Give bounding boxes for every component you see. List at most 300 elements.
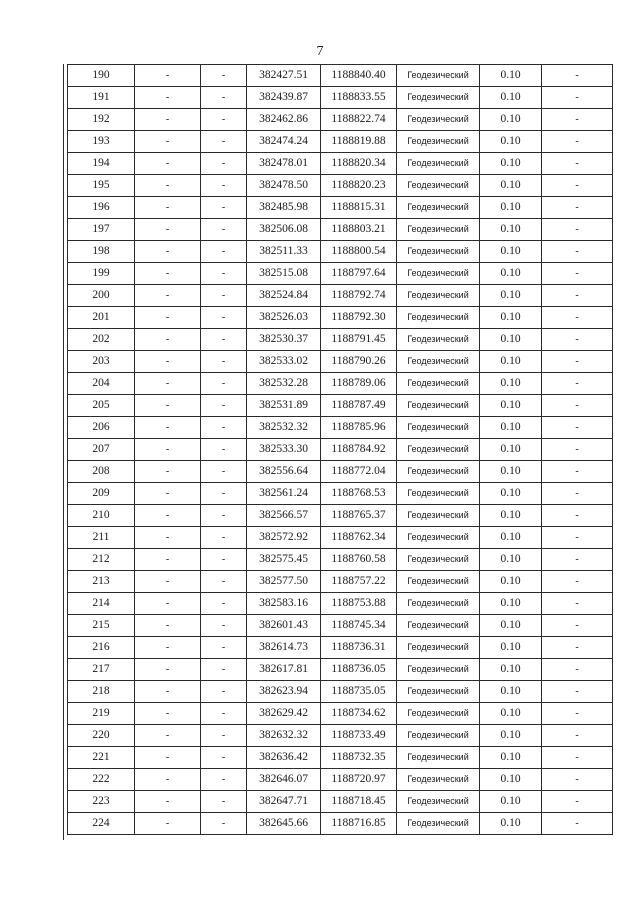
method-cell: Геодезический	[397, 263, 480, 285]
empty-dash-cell: -	[201, 747, 247, 769]
coordinate-y-cell: 1188820.34	[321, 153, 397, 175]
method-cell: Геодезический	[397, 153, 480, 175]
method-cell: Геодезический	[397, 505, 480, 527]
coordinate-x-cell: 382439.87	[247, 87, 321, 109]
table-row	[68, 351, 613, 373]
empty-dash-cell: -	[542, 791, 613, 813]
empty-dash-cell: -	[542, 329, 613, 351]
point-number-cell: 206	[68, 417, 135, 439]
point-number-cell: 190	[68, 65, 135, 87]
empty-dash-cell: -	[135, 615, 201, 637]
coordinate-x-cell: 382530.37	[247, 329, 321, 351]
empty-dash-cell: -	[542, 637, 613, 659]
point-number-cell: 213	[68, 571, 135, 593]
empty-dash-cell: -	[542, 395, 613, 417]
empty-dash-cell: -	[135, 681, 201, 703]
coordinate-x-cell: 382645.66	[247, 813, 321, 835]
empty-dash-cell: -	[135, 395, 201, 417]
coordinate-x-cell: 382427.51	[247, 65, 321, 87]
empty-dash-cell: -	[542, 769, 613, 791]
method-cell: Геодезический	[397, 417, 480, 439]
empty-dash-cell: -	[542, 483, 613, 505]
coordinate-x-cell: 382583.16	[247, 593, 321, 615]
method-cell: Геодезический	[397, 109, 480, 131]
point-number-cell: 220	[68, 725, 135, 747]
table-row	[68, 813, 613, 835]
method-cell: Геодезический	[397, 769, 480, 791]
method-cell: Геодезический	[397, 175, 480, 197]
accuracy-cell: 0.10	[480, 351, 542, 373]
table-row	[68, 769, 613, 791]
coordinate-x-cell: 382532.32	[247, 417, 321, 439]
table-row	[68, 681, 613, 703]
method-cell: Геодезический	[397, 285, 480, 307]
accuracy-cell: 0.10	[480, 725, 542, 747]
method-cell: Геодезический	[397, 483, 480, 505]
accuracy-cell: 0.10	[480, 219, 542, 241]
point-number-cell: 201	[68, 307, 135, 329]
point-number-cell: 211	[68, 527, 135, 549]
empty-dash-cell: -	[135, 659, 201, 681]
table-row	[68, 527, 613, 549]
coordinate-x-cell: 382515.08	[247, 263, 321, 285]
accuracy-cell: 0.10	[480, 153, 542, 175]
table-row	[68, 395, 613, 417]
coordinate-y-cell: 1188733.49	[321, 725, 397, 747]
table-row	[68, 593, 613, 615]
method-cell: Геодезический	[397, 659, 480, 681]
page-number: 7	[316, 44, 324, 59]
accuracy-cell: 0.10	[480, 417, 542, 439]
empty-dash-cell: -	[135, 175, 201, 197]
empty-dash-cell: -	[542, 373, 613, 395]
accuracy-cell: 0.10	[480, 175, 542, 197]
point-number-cell: 202	[68, 329, 135, 351]
method-cell: Геодезический	[397, 703, 480, 725]
empty-dash-cell: -	[135, 329, 201, 351]
point-number-cell: 208	[68, 461, 135, 483]
table-row	[68, 153, 613, 175]
empty-dash-cell: -	[201, 351, 247, 373]
coordinate-x-cell: 382474.24	[247, 131, 321, 153]
point-number-cell: 191	[68, 87, 135, 109]
table-row	[68, 439, 613, 461]
accuracy-cell: 0.10	[480, 307, 542, 329]
table-row	[68, 263, 613, 285]
point-number-cell: 199	[68, 263, 135, 285]
point-number-cell: 221	[68, 747, 135, 769]
coordinate-x-cell: 382485.98	[247, 197, 321, 219]
coordinate-x-cell: 382572.92	[247, 527, 321, 549]
empty-dash-cell: -	[201, 769, 247, 791]
accuracy-cell: 0.10	[480, 615, 542, 637]
table-row	[68, 725, 613, 747]
empty-dash-cell: -	[201, 109, 247, 131]
coordinate-y-cell: 1188789.06	[321, 373, 397, 395]
method-cell: Геодезический	[397, 747, 480, 769]
table-row	[68, 549, 613, 571]
empty-dash-cell: -	[135, 219, 201, 241]
coordinate-y-cell: 1188791.45	[321, 329, 397, 351]
accuracy-cell: 0.10	[480, 109, 542, 131]
table-row	[68, 285, 613, 307]
empty-dash-cell: -	[135, 153, 201, 175]
method-cell: Геодезический	[397, 219, 480, 241]
empty-dash-cell: -	[135, 505, 201, 527]
point-number-cell: 194	[68, 153, 135, 175]
coordinate-y-cell: 1188792.30	[321, 307, 397, 329]
point-number-cell: 224	[68, 813, 135, 835]
empty-dash-cell: -	[201, 703, 247, 725]
table-row	[68, 65, 613, 87]
empty-dash-cell: -	[542, 351, 613, 373]
empty-dash-cell: -	[542, 87, 613, 109]
coordinate-x-cell: 382561.24	[247, 483, 321, 505]
coordinate-x-cell: 382478.50	[247, 175, 321, 197]
coordinate-y-cell: 1188820.23	[321, 175, 397, 197]
empty-dash-cell: -	[201, 263, 247, 285]
coordinates-table	[67, 64, 613, 835]
coordinate-y-cell: 1188718.45	[321, 791, 397, 813]
empty-dash-cell: -	[542, 615, 613, 637]
empty-dash-cell: -	[542, 175, 613, 197]
empty-dash-cell: -	[542, 703, 613, 725]
empty-dash-cell: -	[135, 747, 201, 769]
empty-dash-cell: -	[201, 329, 247, 351]
empty-dash-cell: -	[542, 725, 613, 747]
empty-dash-cell: -	[201, 65, 247, 87]
method-cell: Геодезический	[397, 527, 480, 549]
table-row	[68, 197, 613, 219]
table-row	[68, 219, 613, 241]
method-cell: Геодезический	[397, 87, 480, 109]
empty-dash-cell: -	[135, 373, 201, 395]
coordinate-x-cell: 382531.89	[247, 395, 321, 417]
empty-dash-cell: -	[542, 681, 613, 703]
empty-dash-cell: -	[201, 241, 247, 263]
empty-dash-cell: -	[542, 263, 613, 285]
point-number-cell: 204	[68, 373, 135, 395]
table-row	[68, 659, 613, 681]
coordinate-y-cell: 1188819.88	[321, 131, 397, 153]
empty-dash-cell: -	[201, 813, 247, 835]
empty-dash-cell: -	[201, 549, 247, 571]
method-cell: Геодезический	[397, 615, 480, 637]
coordinate-y-cell: 1188762.34	[321, 527, 397, 549]
method-cell: Геодезический	[397, 307, 480, 329]
empty-dash-cell: -	[201, 395, 247, 417]
table-row	[68, 703, 613, 725]
method-cell: Геодезический	[397, 373, 480, 395]
accuracy-cell: 0.10	[480, 285, 542, 307]
method-cell: Геодезический	[397, 791, 480, 813]
coordinate-y-cell: 1188745.34	[321, 615, 397, 637]
empty-dash-cell: -	[201, 219, 247, 241]
coordinate-x-cell: 382601.43	[247, 615, 321, 637]
point-number-cell: 222	[68, 769, 135, 791]
coordinate-x-cell: 382532.28	[247, 373, 321, 395]
empty-dash-cell: -	[542, 527, 613, 549]
coordinate-x-cell: 382533.30	[247, 439, 321, 461]
table-row	[68, 791, 613, 813]
empty-dash-cell: -	[135, 109, 201, 131]
point-number-cell: 215	[68, 615, 135, 637]
coordinate-y-cell: 1188792.74	[321, 285, 397, 307]
coordinate-y-cell: 1188772.04	[321, 461, 397, 483]
method-cell: Геодезический	[397, 725, 480, 747]
empty-dash-cell: -	[542, 109, 613, 131]
accuracy-cell: 0.10	[480, 747, 542, 769]
empty-dash-cell: -	[201, 571, 247, 593]
coordinate-y-cell: 1188784.92	[321, 439, 397, 461]
coordinate-y-cell: 1188815.31	[321, 197, 397, 219]
method-cell: Геодезический	[397, 351, 480, 373]
table-body	[68, 65, 613, 835]
empty-dash-cell: -	[201, 791, 247, 813]
accuracy-cell: 0.10	[480, 197, 542, 219]
empty-dash-cell: -	[201, 461, 247, 483]
empty-dash-cell: -	[135, 549, 201, 571]
method-cell: Геодезический	[397, 549, 480, 571]
coordinate-x-cell: 382462.86	[247, 109, 321, 131]
accuracy-cell: 0.10	[480, 373, 542, 395]
coordinate-y-cell: 1188833.55	[321, 87, 397, 109]
empty-dash-cell: -	[135, 483, 201, 505]
empty-dash-cell: -	[135, 637, 201, 659]
empty-dash-cell: -	[201, 505, 247, 527]
empty-dash-cell: -	[135, 439, 201, 461]
table-row	[68, 87, 613, 109]
empty-dash-cell: -	[542, 241, 613, 263]
empty-dash-cell: -	[542, 549, 613, 571]
coordinate-x-cell: 382647.71	[247, 791, 321, 813]
empty-dash-cell: -	[135, 241, 201, 263]
empty-dash-cell: -	[201, 615, 247, 637]
coordinate-y-cell: 1188822.74	[321, 109, 397, 131]
empty-dash-cell: -	[201, 175, 247, 197]
empty-dash-cell: -	[542, 307, 613, 329]
empty-dash-cell: -	[201, 87, 247, 109]
point-number-cell: 223	[68, 791, 135, 813]
table-row	[68, 329, 613, 351]
empty-dash-cell: -	[201, 153, 247, 175]
empty-dash-cell: -	[135, 725, 201, 747]
empty-dash-cell: -	[542, 417, 613, 439]
empty-dash-cell: -	[542, 593, 613, 615]
table-row	[68, 615, 613, 637]
empty-dash-cell: -	[135, 87, 201, 109]
coordinate-y-cell: 1188720.97	[321, 769, 397, 791]
coordinate-y-cell: 1188760.58	[321, 549, 397, 571]
accuracy-cell: 0.10	[480, 571, 542, 593]
point-number-cell: 195	[68, 175, 135, 197]
table-row	[68, 571, 613, 593]
coordinate-y-cell: 1188757.22	[321, 571, 397, 593]
empty-dash-cell: -	[542, 439, 613, 461]
empty-dash-cell: -	[542, 747, 613, 769]
coordinate-y-cell: 1188716.85	[321, 813, 397, 835]
table-row	[68, 461, 613, 483]
empty-dash-cell: -	[135, 197, 201, 219]
accuracy-cell: 0.10	[480, 483, 542, 505]
coordinate-y-cell: 1188735.05	[321, 681, 397, 703]
empty-dash-cell: -	[542, 197, 613, 219]
empty-dash-cell: -	[135, 527, 201, 549]
table-row	[68, 175, 613, 197]
empty-dash-cell: -	[135, 571, 201, 593]
coordinate-x-cell: 382478.01	[247, 153, 321, 175]
coordinate-y-cell: 1188787.49	[321, 395, 397, 417]
coordinate-x-cell: 382614.73	[247, 637, 321, 659]
empty-dash-cell: -	[201, 725, 247, 747]
accuracy-cell: 0.10	[480, 395, 542, 417]
empty-dash-cell: -	[201, 307, 247, 329]
method-cell: Геодезический	[397, 461, 480, 483]
table-left-border	[63, 64, 66, 840]
accuracy-cell: 0.10	[480, 813, 542, 835]
coordinate-x-cell: 382646.07	[247, 769, 321, 791]
empty-dash-cell: -	[201, 285, 247, 307]
empty-dash-cell: -	[542, 813, 613, 835]
empty-dash-cell: -	[135, 769, 201, 791]
table-row	[68, 109, 613, 131]
table-row	[68, 747, 613, 769]
point-number-cell: 207	[68, 439, 135, 461]
empty-dash-cell: -	[201, 197, 247, 219]
empty-dash-cell: -	[135, 307, 201, 329]
empty-dash-cell: -	[135, 593, 201, 615]
method-cell: Геодезический	[397, 395, 480, 417]
point-number-cell: 196	[68, 197, 135, 219]
empty-dash-cell: -	[201, 131, 247, 153]
point-number-cell: 193	[68, 131, 135, 153]
empty-dash-cell: -	[542, 219, 613, 241]
empty-dash-cell: -	[542, 131, 613, 153]
coordinate-y-cell: 1188785.96	[321, 417, 397, 439]
accuracy-cell: 0.10	[480, 439, 542, 461]
point-number-cell: 209	[68, 483, 135, 505]
table-row	[68, 307, 613, 329]
empty-dash-cell: -	[201, 659, 247, 681]
point-number-cell: 219	[68, 703, 135, 725]
point-number-cell: 197	[68, 219, 135, 241]
coordinate-x-cell: 382566.57	[247, 505, 321, 527]
point-number-cell: 217	[68, 659, 135, 681]
empty-dash-cell: -	[135, 813, 201, 835]
coordinate-x-cell: 382524.84	[247, 285, 321, 307]
empty-dash-cell: -	[135, 703, 201, 725]
accuracy-cell: 0.10	[480, 549, 542, 571]
coordinate-x-cell: 382533.02	[247, 351, 321, 373]
coordinate-y-cell: 1188734.62	[321, 703, 397, 725]
method-cell: Геодезический	[397, 571, 480, 593]
empty-dash-cell: -	[135, 65, 201, 87]
accuracy-cell: 0.10	[480, 659, 542, 681]
coordinate-y-cell: 1188765.37	[321, 505, 397, 527]
coordinate-y-cell: 1188732.35	[321, 747, 397, 769]
coordinate-y-cell: 1188790.26	[321, 351, 397, 373]
table-row	[68, 505, 613, 527]
method-cell: Геодезический	[397, 131, 480, 153]
table-row	[68, 417, 613, 439]
point-number-cell: 218	[68, 681, 135, 703]
coordinate-y-cell: 1188736.05	[321, 659, 397, 681]
empty-dash-cell: -	[542, 285, 613, 307]
empty-dash-cell: -	[201, 439, 247, 461]
method-cell: Геодезический	[397, 65, 480, 87]
accuracy-cell: 0.10	[480, 65, 542, 87]
method-cell: Геодезический	[397, 439, 480, 461]
accuracy-cell: 0.10	[480, 637, 542, 659]
point-number-cell: 205	[68, 395, 135, 417]
coordinate-x-cell: 382617.81	[247, 659, 321, 681]
table-row	[68, 373, 613, 395]
coordinate-y-cell: 1188803.21	[321, 219, 397, 241]
coordinate-x-cell: 382577.50	[247, 571, 321, 593]
coordinate-x-cell: 382511.33	[247, 241, 321, 263]
empty-dash-cell: -	[542, 65, 613, 87]
table-row	[68, 131, 613, 153]
empty-dash-cell: -	[201, 527, 247, 549]
method-cell: Геодезический	[397, 681, 480, 703]
empty-dash-cell: -	[201, 417, 247, 439]
coordinate-y-cell: 1188800.54	[321, 241, 397, 263]
table-row	[68, 483, 613, 505]
coordinate-y-cell: 1188840.40	[321, 65, 397, 87]
method-cell: Геодезический	[397, 241, 480, 263]
accuracy-cell: 0.10	[480, 87, 542, 109]
accuracy-cell: 0.10	[480, 505, 542, 527]
accuracy-cell: 0.10	[480, 241, 542, 263]
coordinate-y-cell: 1188736.31	[321, 637, 397, 659]
empty-dash-cell: -	[542, 659, 613, 681]
method-cell: Геодезический	[397, 593, 480, 615]
coordinate-y-cell: 1188768.53	[321, 483, 397, 505]
method-cell: Геодезический	[397, 637, 480, 659]
coordinate-x-cell: 382636.42	[247, 747, 321, 769]
empty-dash-cell: -	[135, 131, 201, 153]
empty-dash-cell: -	[201, 373, 247, 395]
empty-dash-cell: -	[135, 351, 201, 373]
accuracy-cell: 0.10	[480, 593, 542, 615]
table-row	[68, 241, 613, 263]
empty-dash-cell: -	[135, 263, 201, 285]
accuracy-cell: 0.10	[480, 681, 542, 703]
coordinate-x-cell: 382623.94	[247, 681, 321, 703]
point-number-cell: 198	[68, 241, 135, 263]
accuracy-cell: 0.10	[480, 791, 542, 813]
point-number-cell: 212	[68, 549, 135, 571]
empty-dash-cell: -	[201, 637, 247, 659]
accuracy-cell: 0.10	[480, 703, 542, 725]
empty-dash-cell: -	[201, 483, 247, 505]
coordinate-x-cell: 382632.32	[247, 725, 321, 747]
accuracy-cell: 0.10	[480, 527, 542, 549]
accuracy-cell: 0.10	[480, 131, 542, 153]
table-row	[68, 637, 613, 659]
empty-dash-cell: -	[135, 461, 201, 483]
method-cell: Геодезический	[397, 813, 480, 835]
method-cell: Геодезический	[397, 329, 480, 351]
method-cell: Геодезический	[397, 197, 480, 219]
accuracy-cell: 0.10	[480, 461, 542, 483]
point-number-cell: 216	[68, 637, 135, 659]
empty-dash-cell: -	[135, 285, 201, 307]
empty-dash-cell: -	[135, 791, 201, 813]
accuracy-cell: 0.10	[480, 263, 542, 285]
accuracy-cell: 0.10	[480, 329, 542, 351]
coordinate-x-cell: 382506.08	[247, 219, 321, 241]
